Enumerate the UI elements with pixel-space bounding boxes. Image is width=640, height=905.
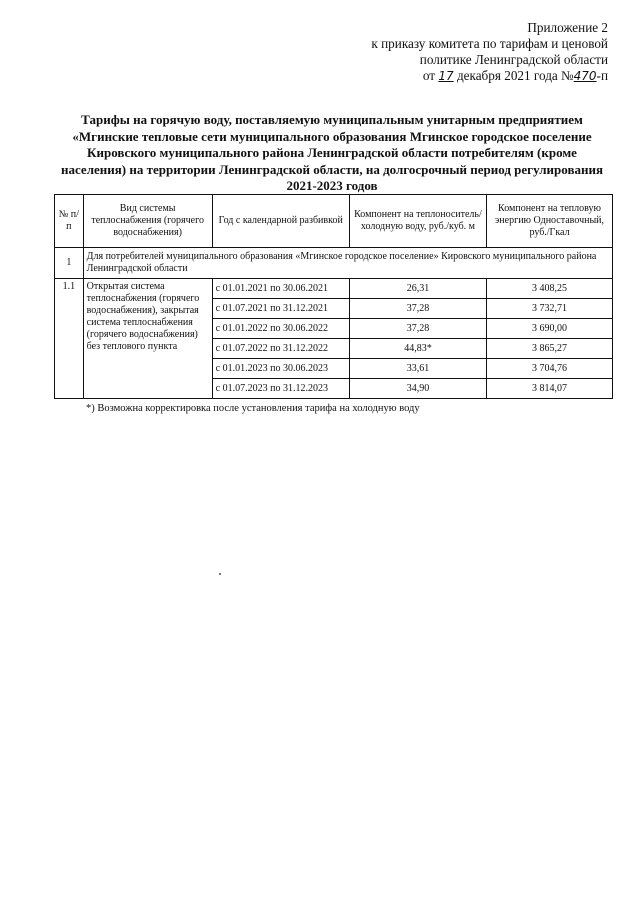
coolant-cell: 26,31 [349, 279, 486, 299]
title-line: «Мгинские тепловые сети муниципального образования Мгинское городское поселение [72, 128, 592, 144]
appendix-line-1: к приказу комитета по тарифам и ценовой [371, 36, 608, 51]
group-row [55, 248, 613, 279]
group-num: 1 [55, 248, 84, 279]
appendix-line-2: политике Ленинградской области [419, 52, 608, 67]
table-header-row [55, 195, 613, 248]
title-line: Тарифы на горячую воду, поставляемую муниципальным унитарным предприятием [81, 112, 583, 127]
energy-cell: 3 865,27 [487, 339, 613, 359]
coolant-cell: 37,28 [349, 299, 486, 319]
period-cell: с 01.07.2021 по 31.12.2021 [212, 299, 349, 319]
order-middle: декабря 2021 года № [456, 68, 574, 83]
coolant-cell: 37,28 [349, 319, 486, 339]
document-title [52, 112, 612, 195]
coolant-cell: 34,90 [349, 379, 486, 399]
coolant-cell: 44,83* [349, 339, 486, 359]
energy-cell: 3 408,25 [487, 279, 613, 299]
appendix-title: Приложение 2 [527, 20, 608, 35]
title-line: 2021-2023 годов [286, 178, 378, 193]
header-num: № п/п [55, 195, 84, 248]
item-num: 1.1 [55, 279, 84, 399]
period-cell: с 01.07.2023 по 31.12.2023 [212, 379, 349, 399]
period-cell: с 01.07.2022 по 31.12.2022 [212, 339, 349, 359]
header-system: Вид системы теплоснабжения (горячего водоснабжения) [83, 195, 212, 248]
title-line: Кировского муниципального района Ленинградской области потребителям (кроме [87, 145, 577, 160]
energy-cell: 3 814,07 [487, 379, 613, 399]
order-suffix: -п [596, 68, 608, 83]
group-text: Для потребителей муниципального образования «Мгинское городское поселение» Кировского муниципального района Ленинградской области [83, 248, 612, 279]
period-cell: с 01.01.2021 по 30.06.2021 [212, 279, 349, 299]
period-cell: с 01.01.2022 по 30.06.2022 [212, 319, 349, 339]
footnote: *) Возможна корректировка после установления тарифа на холодную воду [86, 403, 420, 414]
appendix-header [348, 20, 608, 84]
tariff-table [54, 194, 613, 399]
title-line: населения) на территории Ленинградской области, на долгосрочный период регулирования [61, 161, 603, 177]
energy-cell: 3 690,00 [487, 319, 613, 339]
header-coolant: Компонент на теплоноситель/холодную воду, руб./куб. м [349, 195, 486, 248]
header-energy: Компонент на тепловую энергию Одноставочный, руб./Гкал [487, 195, 613, 248]
order-number: 470 [573, 69, 597, 83]
order-prefix: от [422, 68, 436, 83]
order-day: 17 [438, 69, 454, 83]
coolant-cell: 33,61 [349, 359, 486, 379]
table-row [55, 279, 613, 299]
energy-cell: 3 704,76 [487, 359, 613, 379]
scan-speck [219, 573, 221, 575]
energy-cell: 3 732,71 [487, 299, 613, 319]
item-system: Открытая система теплоснабжения (горячего водоснабжения), закрытая система теплоснабжения (горячего водоснабжения) без теплового пункта [83, 279, 212, 399]
header-period: Год с календарной разбивкой [212, 195, 349, 248]
period-cell: с 01.01.2023 по 30.06.2023 [212, 359, 349, 379]
appendix-order-line [348, 68, 608, 84]
